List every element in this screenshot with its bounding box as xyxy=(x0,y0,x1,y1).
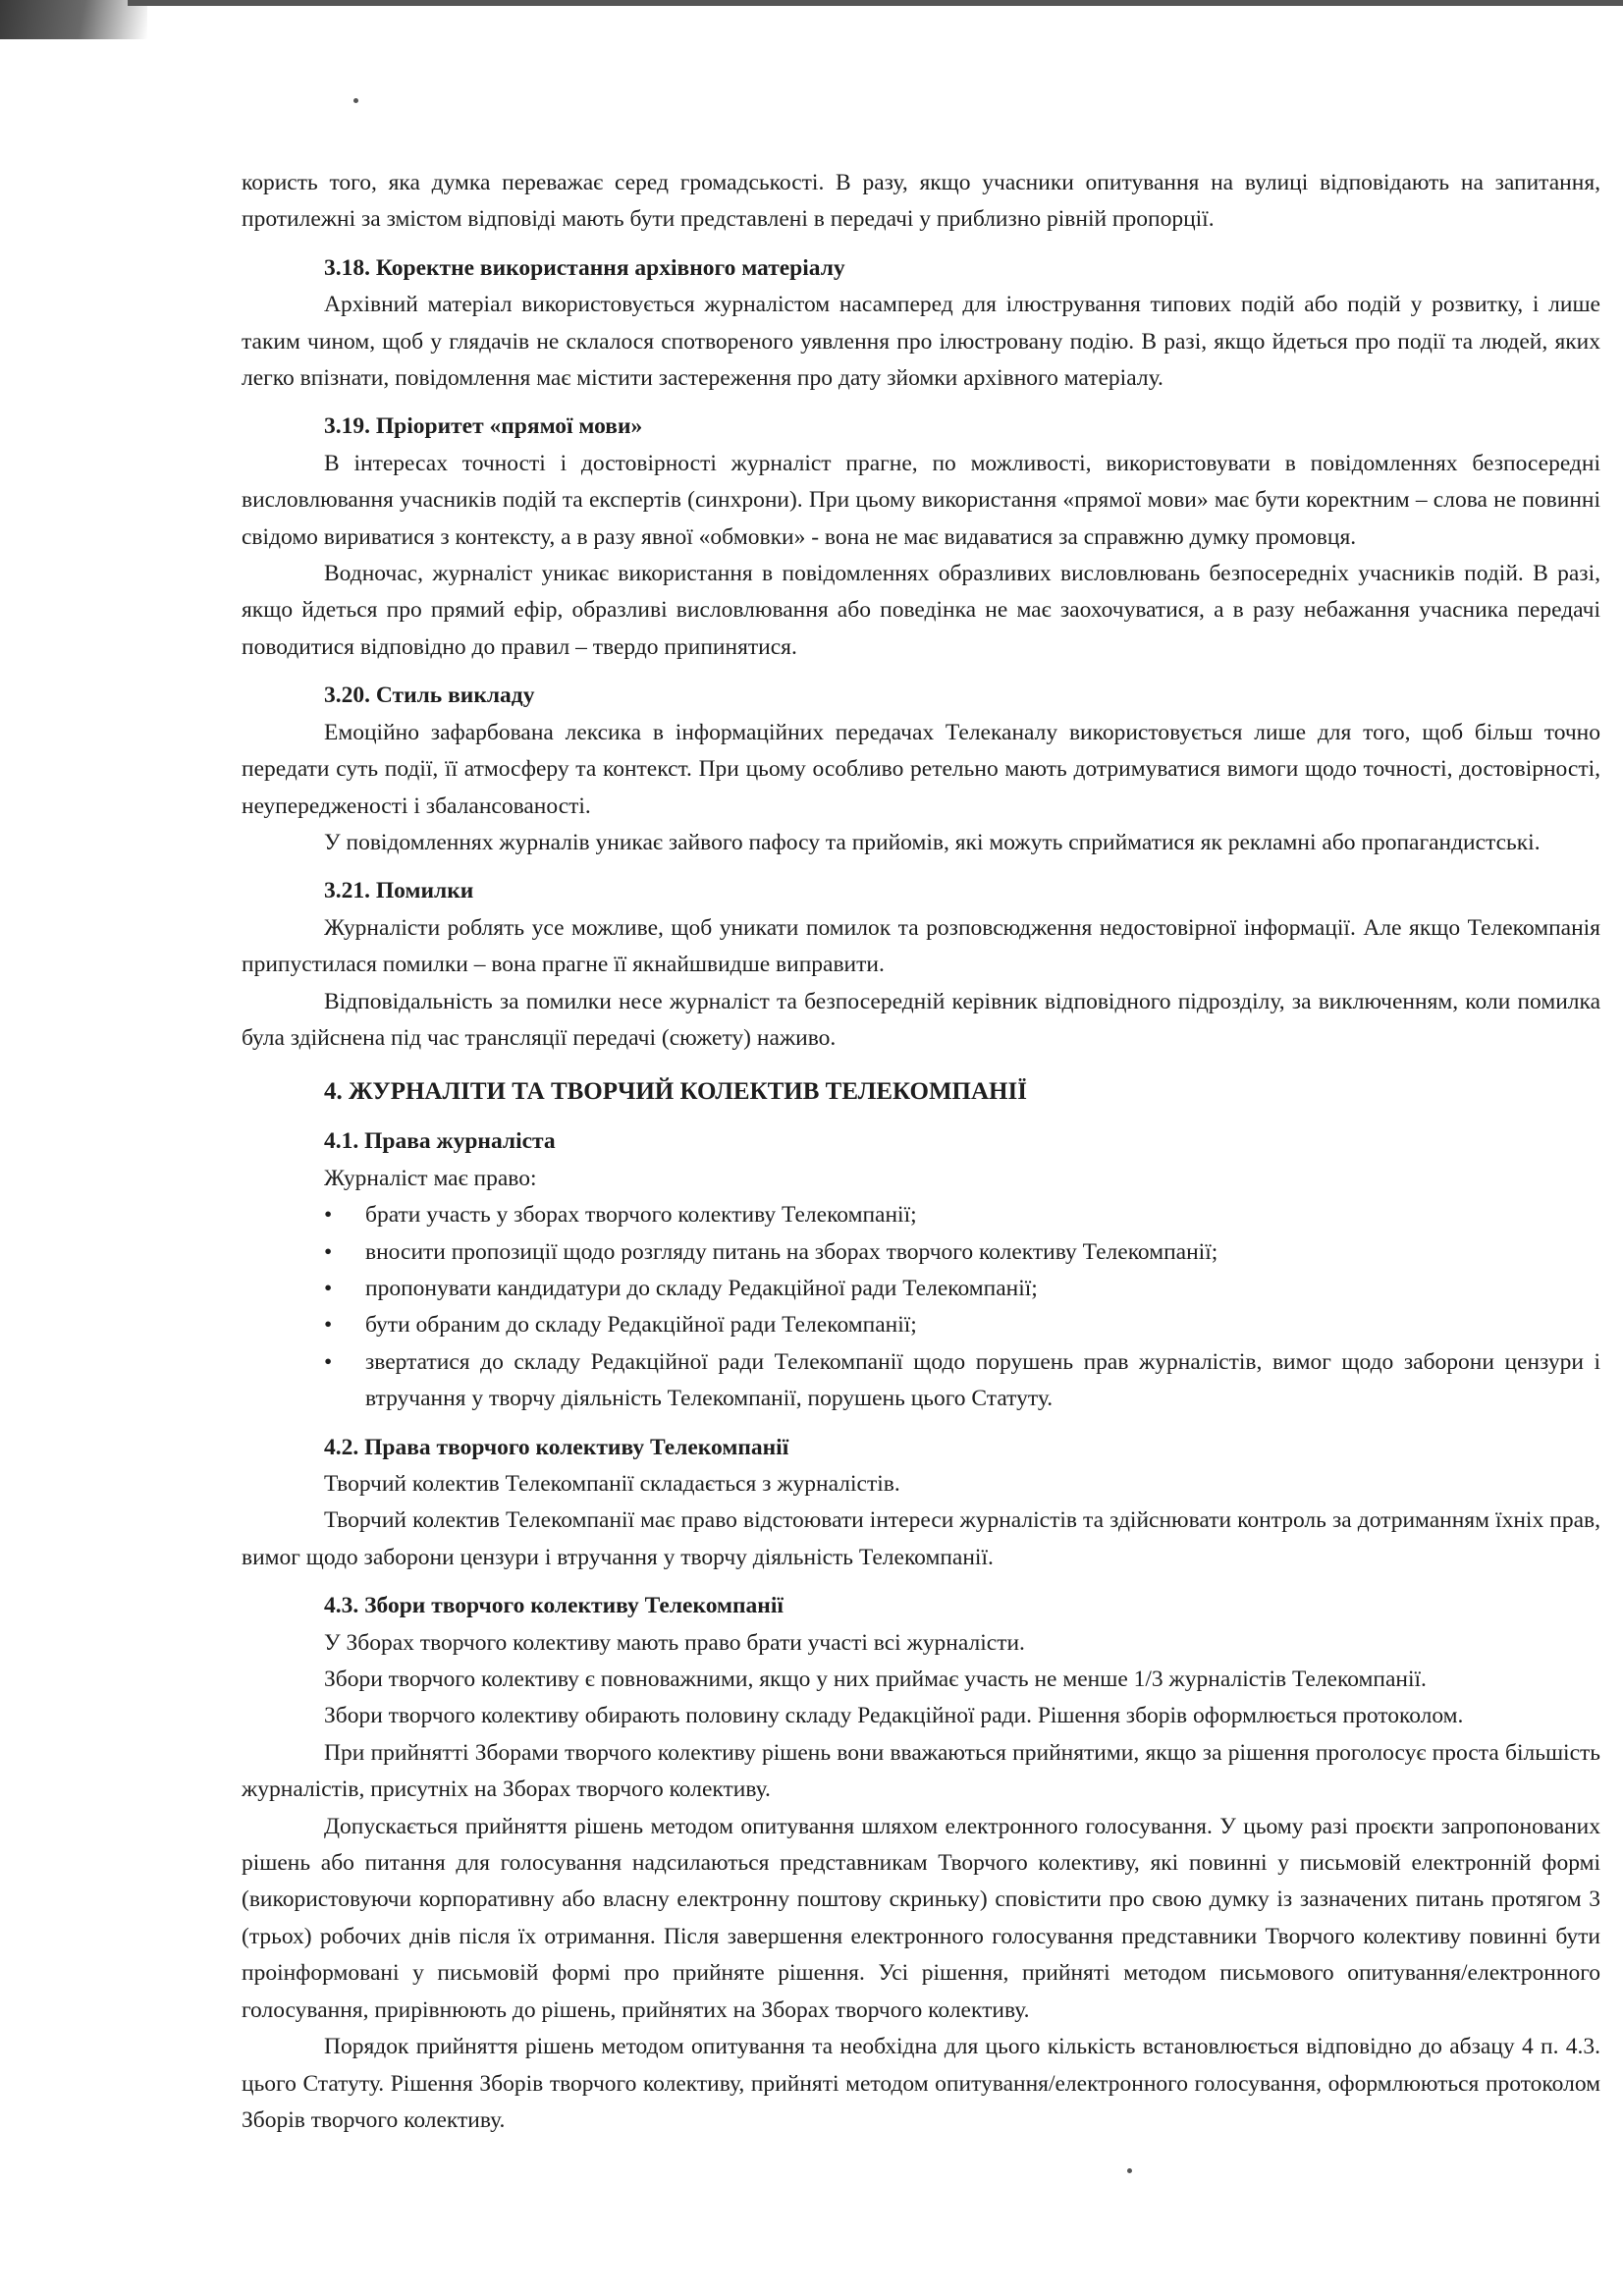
bullet-icon: • xyxy=(324,1238,333,1265)
list-item-text: звертатися до складу Редакційної ради Телекомпанії щодо порушень прав журналістів, вимог щодо заборони цензури і втручання у творчу діяльність Телекомпанії, порушень цього Статуту. xyxy=(365,1348,1600,1412)
section-heading-3-20: 3.20. Стиль викладу xyxy=(324,683,535,709)
paragraph: Збори творчого колективу обирають половину складу Редакційної ради. Рішення зборів оформлюється протоколом. xyxy=(324,1703,1464,1729)
paragraph: В інтересах точності і достовірності журналіст прагне, по можливості, використовувати в повідомленнях безпосередні висловлювання учасників подій та експертів (синхрони). При цьому використання «прямої мови» має бути коректним – слова не повинні свідомо вириватися з контексту, а в разу явної «обмовки» - вона не має видаватися за справжню думку промовця. xyxy=(242,450,1600,550)
list-item xyxy=(324,1344,1600,1418)
scan-speck xyxy=(1127,2168,1132,2173)
paragraph: Порядок прийняття рішень методом опитування та необхідна для цього кількість встановлюється відповідно до абзацу 4 п. 4.3. цього Статуту. Рішення Зборів творчого колективу, прийняті методом опитування/електронного голосування, оформлюються протоколом Зборів творчого колективу. xyxy=(242,2034,1600,2133)
list-item-text: брати участь у зборах творчого колективу Телекомпанії; xyxy=(365,1202,917,1229)
list-item-text: бути обраним до складу Редакційної ради Телекомпанії; xyxy=(365,1312,917,1339)
bullet-icon: • xyxy=(324,1312,333,1339)
section-heading-4-3: 4.3. Збори творчого колективу Телекомпанії xyxy=(324,1593,784,1619)
section-heading-4-1: 4.1. Права журналіста xyxy=(324,1128,556,1155)
document-page xyxy=(242,165,1600,2139)
rights-list xyxy=(242,1197,1600,1417)
list-item xyxy=(324,1234,1600,1271)
paragraph: При прийнятті Зборами творчого колективу рішень вони вважаються прийнятими, якщо за рішення проголосує проста більшість журналістів, присутніх на Зборах творчого колективу. xyxy=(242,1739,1600,1803)
paragraph: У повідомленнях журналів уникає зайвого пафосу та прийомів, які можуть сприйматися як рекламні або пропагандистські. xyxy=(324,829,1541,855)
scanner-edge xyxy=(128,0,1623,26)
section-heading-3-21: 3.21. Помилки xyxy=(324,878,474,904)
paragraph: Творчий колектив Телекомпанії має право відстоювати інтереси журналістів та здійснювати контроль за дотриманням їхніх прав, вимог щодо заборони цензури і втручання у творчу діяльність Телекомпанії. xyxy=(242,1507,1600,1570)
scan-speck xyxy=(353,98,358,103)
list-item xyxy=(324,1307,1600,1343)
scanner-shadow xyxy=(0,0,147,39)
paragraph: Допускається прийняття рішень методом опитування шляхом електронного голосування. У цьому разі проєкти запропонованих рішень або питання для голосування надсилаються представникам Творчого колективу, які повинні у письмовій електронній формі (використовуючи корпоративну або власну електронну поштову скриньку) сповістити про свою думку із зазначених питань протягом 3 (трьох) робочих днів після їх отримання. Після завершення електронного голосування представники Творчого колективу повинні бути проінформовані у письмовій формі про прийняте рішення. Усі рішення, прийняті методом письмового опитування/електронного голосування, прирівнюють до рішень, прийнятих на Зборах творчого колективу. xyxy=(242,1813,1600,2023)
chapter-heading-4: 4. ЖУРНАЛІТИ ТА ТВОРЧИЙ КОЛЕКТИВ ТЕЛЕКОМПАНІЇ xyxy=(324,1078,1027,1106)
paragraph: користь того, яка думка переважає серед громадськості. В разу, якщо учасники опитування на вулиці відповідають на запитання, протилежні за змістом відповіді мають бути представлені в передачі у приблизно рівній пропорції. xyxy=(242,170,1600,233)
paragraph: Емоційно зафарбована лексика в інформаційних передачах Телеканалу використовується лише для того, щоб більш точно передати суть події, її атмосферу та контекст. При цьому особливо ретельно мають дотримуватися вимоги щодо точності, достовірності, неупередженості і збалансованості. xyxy=(242,719,1600,819)
paragraph: Творчий колектив Телекомпанії складається з журналістів. xyxy=(324,1471,900,1497)
section-heading-3-18: 3.18. Коректне використання архівного матеріалу xyxy=(324,254,845,281)
paragraph: У Зборах творчого колективу мають право брати участі всі журналісти. xyxy=(324,1629,1025,1656)
section-heading-3-19: 3.19. Пріоритет «прямої мови» xyxy=(324,413,643,440)
paragraph: Збори творчого колективу є повноважними, якщо у них приймає участь не менше 1/3 журналістів Телекомпанії. xyxy=(324,1667,1427,1693)
bullet-icon: • xyxy=(324,1348,333,1375)
list-item xyxy=(324,1197,1600,1233)
list-item xyxy=(324,1271,1600,1307)
paragraph: Відповідальність за помилки несе журналіст та безпосередній керівник відповідного підрозділу, за виключенням, коли помилка була здійснена під час трансляції передачі (сюжету) наживо. xyxy=(242,988,1600,1051)
paragraph: Журналіст має право: xyxy=(324,1165,537,1191)
paragraph: Журналісти роблять усе можливе, щоб уникати помилок та розповсюдження недостовірної інформації. Але якщо Телекомпанія припустилася помилки – вона прагне її якнайшвидше виправити. xyxy=(242,914,1600,978)
paragraph: Водночас, журналіст уникає використання в повідомленнях образливих висловлювань безпосередніх учасників подій. В разі, якщо йдеться про прямий ефір, образливі висловлювання або поведінка не має заохочуватися, а в разу небажання учасника передачі поводитися відповідно до правил – твердо припинятися. xyxy=(242,561,1600,660)
section-heading-4-2: 4.2. Права творчого колективу Телекомпанії xyxy=(324,1434,789,1460)
bullet-icon: • xyxy=(324,1275,333,1301)
paragraph: Архівний матеріал використовується журналістом насамперед для ілюстрування типових подій або подій у розвитку, і лише таким чином, щоб у глядачів не склалося спотвореного уявлення про ілюстровану подію. В разі, якщо йдеться про події та людей, яких легко впізнати, повідомлення має містити застереження про дату зйомки архівного матеріалу. xyxy=(242,292,1600,392)
list-item-text: пропонувати кандидатури до складу Редакційної ради Телекомпанії; xyxy=(365,1275,1038,1301)
bullet-icon: • xyxy=(324,1202,333,1229)
list-item-text: вносити пропозиції щодо розгляду питань на зборах творчого колективу Телекомпанії; xyxy=(365,1238,1218,1265)
